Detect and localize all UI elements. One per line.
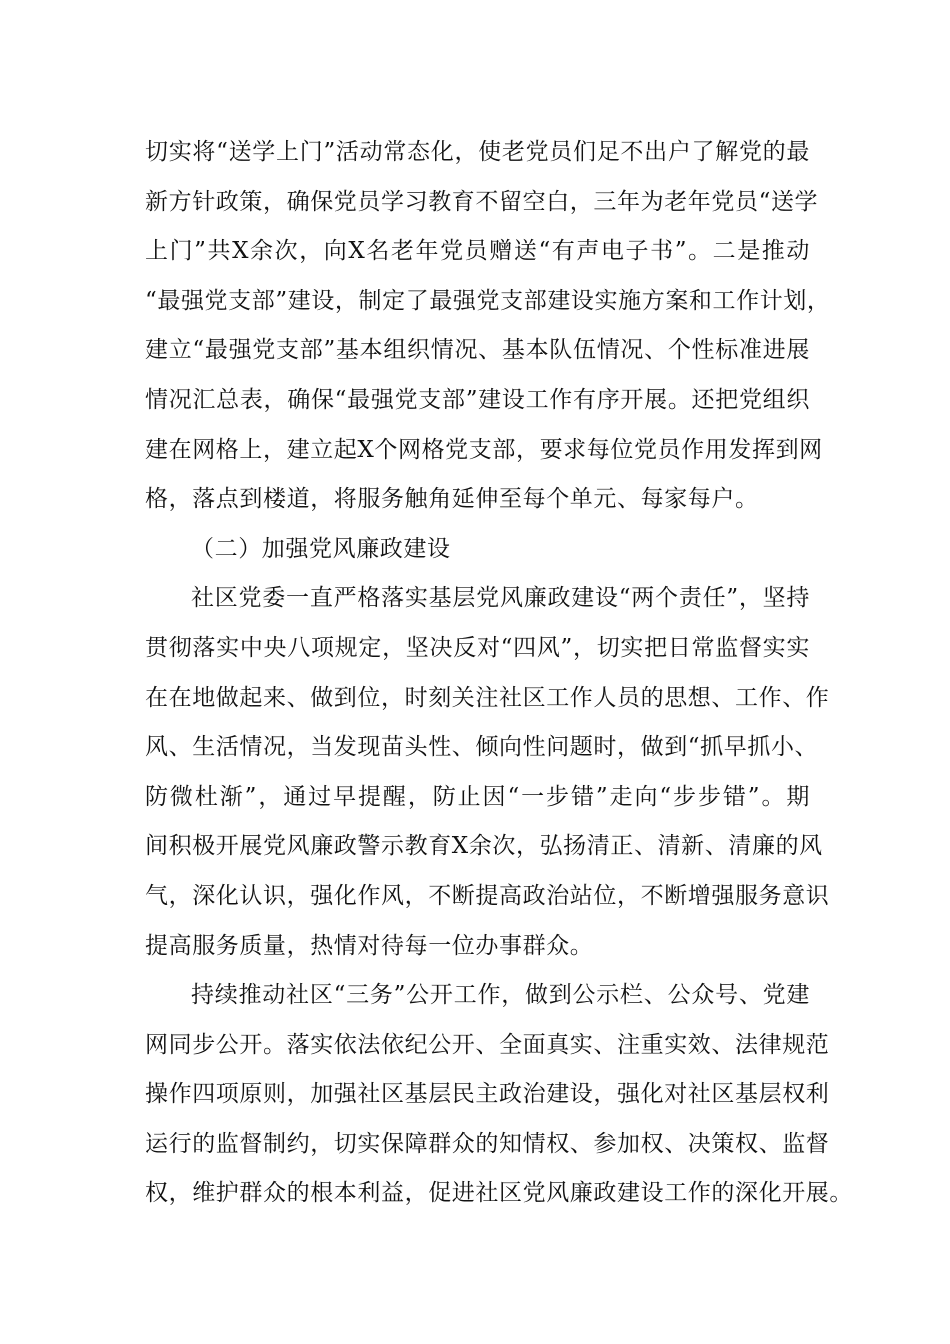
body-line: 风、生活情况，当发现苗头性、倾向性问题时，做到“抓早抓小、	[145, 734, 819, 761]
body-line: 切实将“送学上门”活动常态化，使老党员们足不出户了解党的最	[145, 139, 810, 165]
body-line: 格，落点到楼道，将服务触角延伸至每个单元、每家每户。	[145, 486, 759, 513]
body-line: 操作四项原则，加强社区基层民主政治建设，强化对社区基层权利	[145, 1081, 830, 1108]
body-line: 提高服务质量，热情对待每一位办事群众。	[145, 932, 594, 959]
body-line: 气，深化认识，强化作风，不断提高政治站位，不断增强服务意识	[145, 882, 830, 909]
body-line: 在在地做起来、做到位，时刻关注社区工作人员的思想、工作、作	[145, 684, 830, 711]
body-line: 运行的监督制约，切实保障群众的知情权、参加权、决策权、监督	[145, 1130, 830, 1157]
section-heading: （二）加强党风廉政建设	[191, 535, 451, 562]
body-line: 网同步公开。落实依法依纪公开、全面真实、注重实效、法律规范	[145, 1031, 830, 1058]
body-line: 建在网格上，建立起X个网格党支部，要求每位党员作用发挥到网	[145, 436, 823, 463]
body-line: 贯彻落实中央八项规定，坚决反对“四风”，切实把日常监督实实	[145, 634, 810, 661]
body-line: 建立“最强党支部”基本组织情况、基本队伍情况、个性标准进展	[145, 337, 810, 364]
body-line: 新方针政策，确保党员学习教育不留空白，三年为老年党员“送学	[145, 188, 819, 215]
body-line: 情况汇总表，确保“最强党支部”建设工作有序开展。还把党组织	[145, 386, 810, 413]
body-line: 上门”共X余次，向X名老年党员赠送“有声电子书”。二是推动	[145, 238, 810, 265]
body-line: 防微杜渐”，通过早提醒，防止因“一步错”走向“步步错”。期	[145, 783, 810, 810]
body-line: 间积极开展党风廉政警示教育X余次，弘扬清正、清新、清廉的风	[145, 833, 823, 860]
document-body	[145, 128, 853, 1219]
body-line: 权，维护群众的根本利益，促进社区党风廉政建设工作的深化开展。	[145, 1180, 853, 1207]
body-line: “最强党支部”建设，制定了最强党支部建设实施方案和工作计划，	[145, 287, 831, 314]
body-line: 社区党委一直严格落实基层党风廉政建设“两个责任”，坚持	[191, 585, 810, 612]
body-line: 持续推动社区“三务”公开工作，做到公示栏、公众号、党建	[191, 982, 810, 1009]
